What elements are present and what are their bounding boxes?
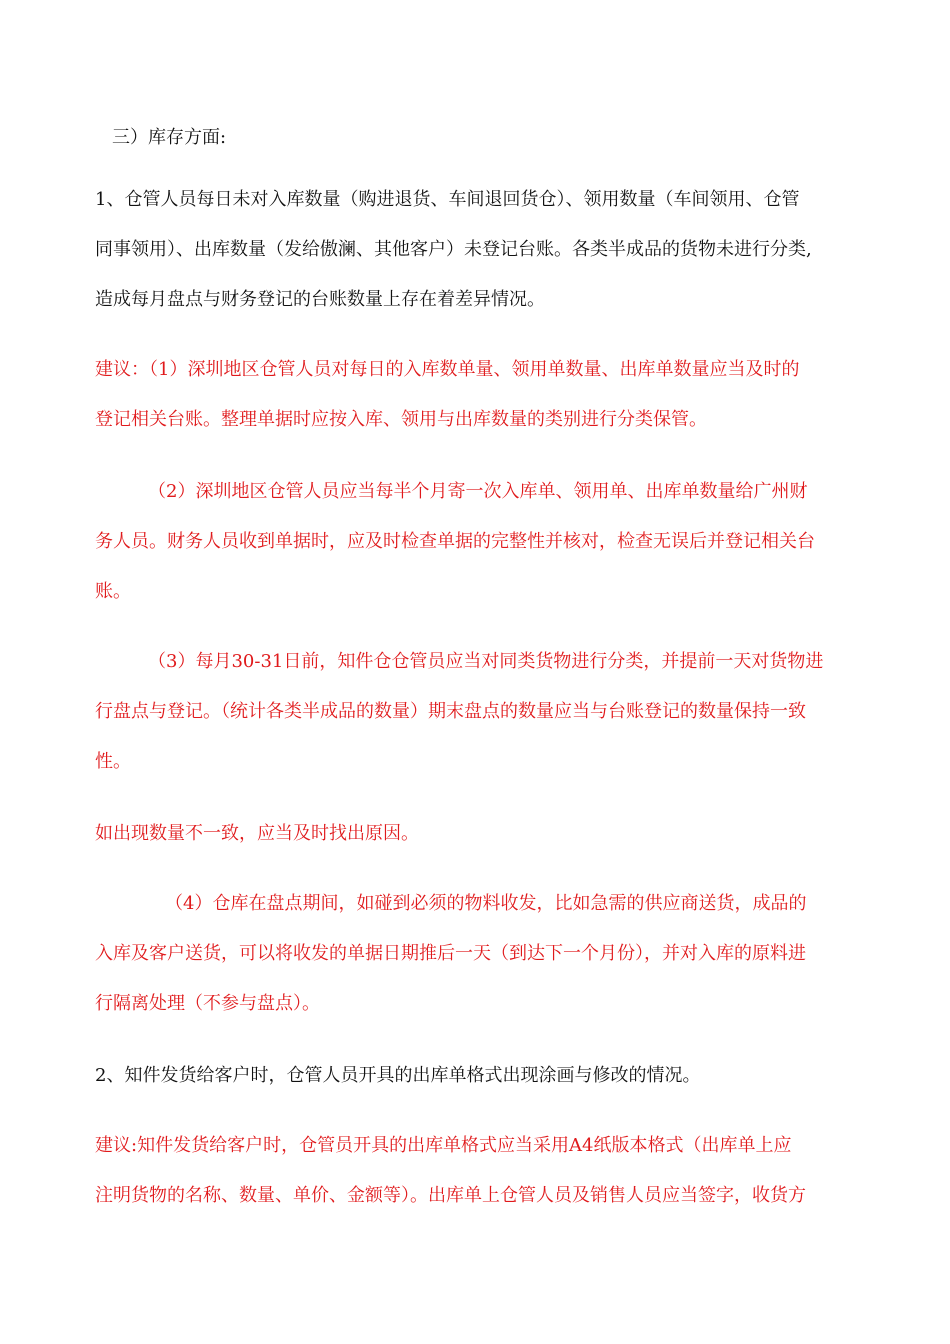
suggestion2-line-3: 账。 bbox=[95, 581, 131, 602]
item1-line-3: 造成每月盘点与财务登记的台账数量上存在着差异情况。 bbox=[95, 289, 545, 310]
suggestion4-line-2: 入库及客户送货，可以将收发的单据日期推后一天（到达下一个月份），并对入库的原料进 bbox=[95, 943, 806, 964]
suggestion3-line-2: 行盘点与登记。（统计各类半成品的数量）期末盘点的数量应当与台账登记的数量保持一致 bbox=[95, 701, 806, 722]
suggestion3-line-3: 性。 bbox=[95, 751, 131, 772]
suggestion1-line-2: 登记相关台账。整理单据时应按入库、领用与出库数量的类别进行分类保管。 bbox=[95, 409, 707, 430]
item1-line-1: 1、仓管人员每日未对入库数量（购进退货、车间退回货仓）、领用数量（车间领用、仓管 bbox=[95, 189, 800, 210]
suggestion2-line-1: （2）深圳地区仓管人员应当每半个月寄一次入库单、领用单、出库单数量给广州财 bbox=[148, 481, 808, 502]
suggestion5-line-2: 注明货物的名称、数量、单价、金额等）。出库单上仓管人员及销售人员应当签字，收货方 bbox=[95, 1185, 806, 1206]
suggestion3-line-1: （3）每月30-31日前，知件仓仓管员应当对同类货物进行分类，并提前一天对货物进 bbox=[148, 651, 824, 672]
item2-line-1: 2、知件发货给客户时，仓管人员开具的出库单格式出现涂画与修改的情况。 bbox=[95, 1065, 701, 1086]
section-heading: 三）库存方面: bbox=[112, 127, 227, 148]
suggestion5-line-1: 建议:知件发货给客户时，仓管员开具的出库单格式应当采用A4纸版本格式（出库单上应 bbox=[95, 1135, 792, 1156]
suggestion1-line-1: 建议：（1）深圳地区仓管人员对每日的入库数单量、领用单数量、出库单数量应当及时的 bbox=[95, 359, 800, 380]
suggestion4-line-1: （4）仓库在盘点期间，如碰到必须的物料收发，比如急需的供应商送货，成品的 bbox=[165, 893, 807, 914]
suggestion2-line-2: 务人员。财务人员收到单据时，应及时检查单据的完整性并核对，检查无误后并登记相关台 bbox=[95, 531, 815, 552]
item1-line-2: 同事领用）、出库数量（发给傲澜、其他客户）未登记台账。各类半成品的货物未进行分类, bbox=[95, 239, 812, 260]
suggestion4-line-3: 行隔离处理（不参与盘点）。 bbox=[95, 993, 320, 1014]
note-line: 如出现数量不一致，应当及时找出原因。 bbox=[95, 823, 419, 844]
